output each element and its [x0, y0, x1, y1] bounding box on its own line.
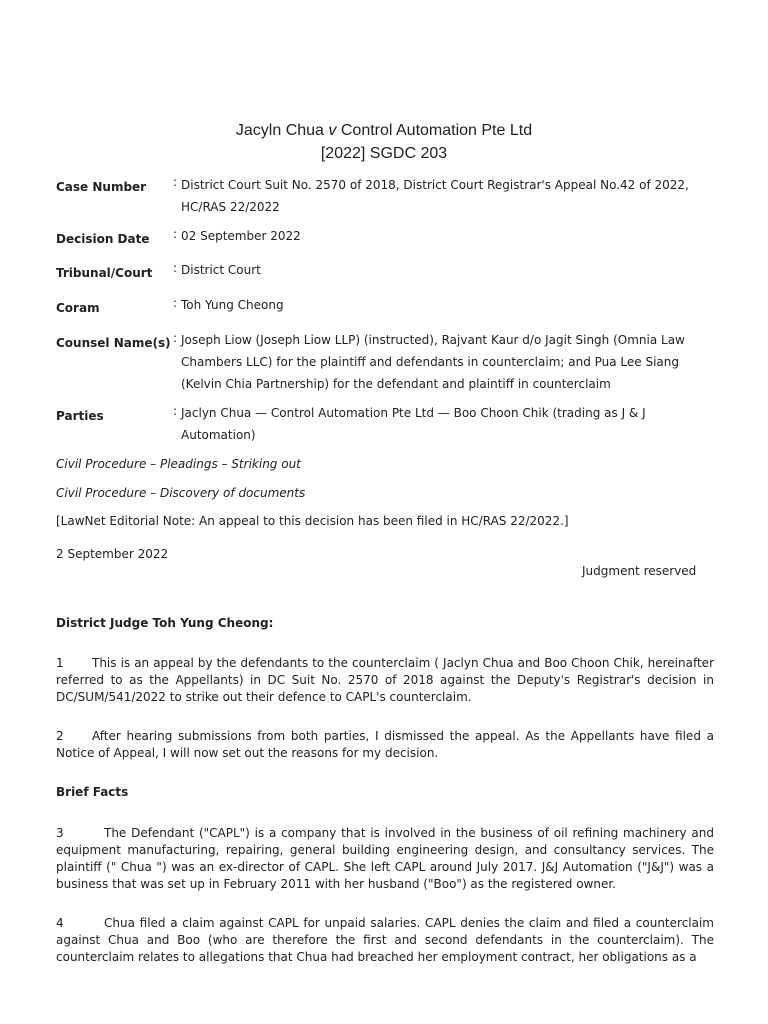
brief-facts-heading: Brief Facts	[56, 785, 129, 799]
title-party2: Control Automation Pte Ltd	[340, 122, 533, 139]
paragraph-text: The Defendant ("CAPL") is a company that is involved in the business of oil refining machinery and equipment manufacturing, repairing, general building engineering design, and consultancy services. The plaintiff (" Chua ") was an ex-director of CAPL. She left CAPL around July 2017. J&J Automation ("J&J") was a business that was set up in February 2011 with her husband ("Boo") as the registered owner.	[56, 826, 714, 891]
paragraph-2	[56, 728, 714, 762]
paragraph-number: 2	[56, 729, 64, 743]
meta-value-parties: Jaclyn Chua — Control Automation Pte Ltd — Boo Choon Chik (trading as J & J Automation)	[181, 406, 646, 442]
meta-value-decision-date: 02 September 2022	[181, 229, 301, 243]
meta-label-case-number: Case Number	[56, 180, 147, 194]
paragraph-1	[56, 655, 714, 706]
meta-label-decision-date: Decision Date	[56, 232, 150, 246]
paragraph-4	[56, 915, 714, 966]
paragraph-text: After hearing submissions from both parties, I dismissed the appeal. As the Appellants have filed a Notice of Appeal, I will now set out the reasons for my decision.	[56, 729, 714, 760]
meta-label-coram: Coram	[56, 301, 100, 315]
catchword-2: Civil Procedure – Discovery of documents	[56, 486, 306, 500]
meta-value-coram: Toh Yung Cheong	[181, 298, 284, 312]
meta-colon: :	[173, 331, 178, 345]
paragraph-number: 3	[56, 826, 64, 840]
meta-colon: :	[173, 296, 178, 310]
judgment-date: 2 September 2022	[56, 547, 169, 561]
meta-value-tribunal: District Court	[181, 263, 261, 277]
meta-value-counsel: Joseph Liow (Joseph Liow LLP) (instructed), Rajvant Kaur d/o Jagit Singh (Omnia Law Chambers LLC) for the plaintiff and defendants in counterclaim; and Pua Lee Siang (Kelvin Chia Partnership) for the defendant and plaintiff in counterclaim	[181, 333, 685, 391]
paragraph-number: 1	[56, 656, 64, 670]
paragraph-text: Chua filed a claim against CAPL for unpaid salaries. CAPL denies the claim and filed a counterclaim against Chua and Boo (who are therefore the first and second defendants in the counterclaim). The counterclaim relates to allegations that Chua had breached her employment contract, her obligations as a	[56, 916, 714, 964]
title-party1: Jacyln Chua	[235, 122, 324, 139]
meta-label-parties: Parties	[56, 409, 104, 423]
paragraph-number: 4	[56, 916, 64, 930]
paragraph-3	[56, 825, 714, 893]
case-citation: [2022] SGDC 203	[320, 145, 448, 162]
meta-colon: :	[173, 404, 178, 418]
editorial-note: [LawNet Editorial Note: An appeal to this decision has been filed in HC/RAS 22/2022.]	[56, 514, 569, 528]
paragraph-text: This is an appeal by the defendants to the counterclaim ( Jaclyn Chua and Boo Choon Chik, hereinafter referred to as the Appellants) in DC Suit No. 2570 of 2018 against the Deputy's Registrar's decision in DC/SUM/541/2022 to strike out their defence to CAPL's counterclaim.	[56, 656, 714, 704]
meta-colon: :	[173, 261, 178, 275]
meta-colon: :	[173, 227, 178, 241]
judge-heading: District Judge Toh Yung Cheong:	[56, 616, 274, 630]
judgment-reserved: Judgment reserved	[582, 564, 697, 578]
case-title	[0, 122, 768, 140]
catchword-1: Civil Procedure – Pleadings – Striking out	[56, 457, 301, 471]
title-versus: v	[328, 122, 337, 139]
meta-colon: :	[173, 175, 178, 189]
meta-value-case-number: District Court Suit No. 2570 of 2018, District Court Registrar's Appeal No.42 of 2022, HC/RAS 22/2022	[181, 178, 689, 214]
meta-label-counsel: Counsel Name(s)	[56, 336, 171, 350]
meta-label-tribunal: Tribunal/Court	[56, 266, 153, 280]
